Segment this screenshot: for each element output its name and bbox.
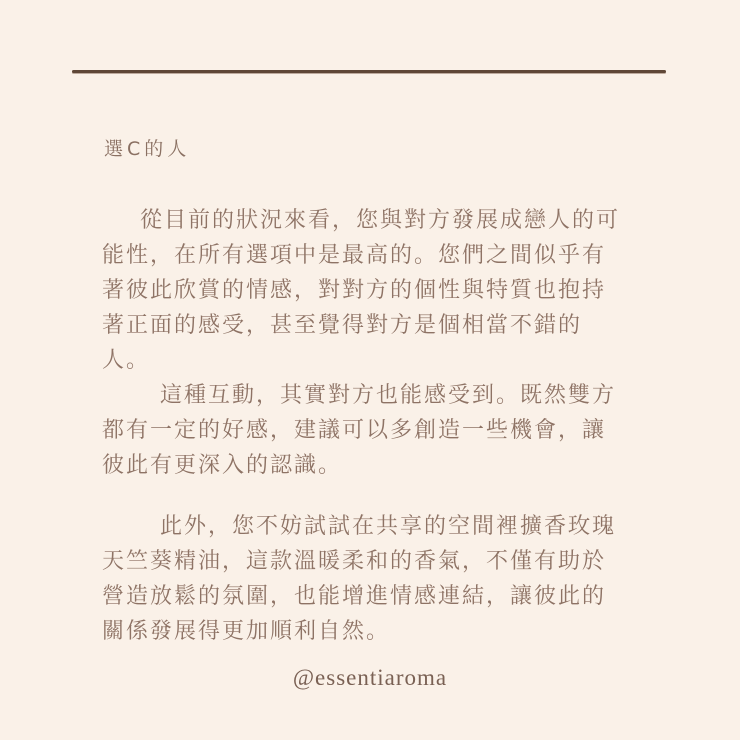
body-line: 天竺葵精油，這款溫暖柔和的香氣，不僅有助於 — [102, 549, 607, 574]
body-line: 營造放鬆的氛圍，也能增進情感連結，讓彼此的 — [102, 584, 607, 609]
body-line: 彼此有更深入的認識。 — [102, 453, 343, 478]
body-line: 著正面的感受，甚至覺得對方是個相當不錯的 — [102, 313, 583, 338]
body-text — [102, 203, 654, 649]
body-line: 從目前的狀況來看，您與對方發展成戀人的可 — [140, 208, 621, 233]
top-divider-line — [72, 70, 666, 73]
section-title: 選C的人 — [104, 138, 191, 160]
body-line: 人。 — [102, 348, 151, 373]
account-handle: @essentiaroma — [292, 665, 448, 690]
body-line: 關係發展得更加順利自然。 — [102, 619, 391, 644]
body-line: 這種互動，其實對方也能感受到。既然雙方 — [160, 383, 617, 408]
body-line: 著彼此欣賞的情感，對對方的個性與特質也抱持 — [102, 278, 607, 303]
body-line: 能性，在所有選項中是最高的。您們之間似乎有 — [102, 243, 607, 268]
body-line: 此外，您不妨試試在共享的空間裡擴香玫瑰 — [160, 514, 617, 539]
body-line: 都有一定的好感，建議可以多創造一些機會，讓 — [102, 418, 607, 443]
